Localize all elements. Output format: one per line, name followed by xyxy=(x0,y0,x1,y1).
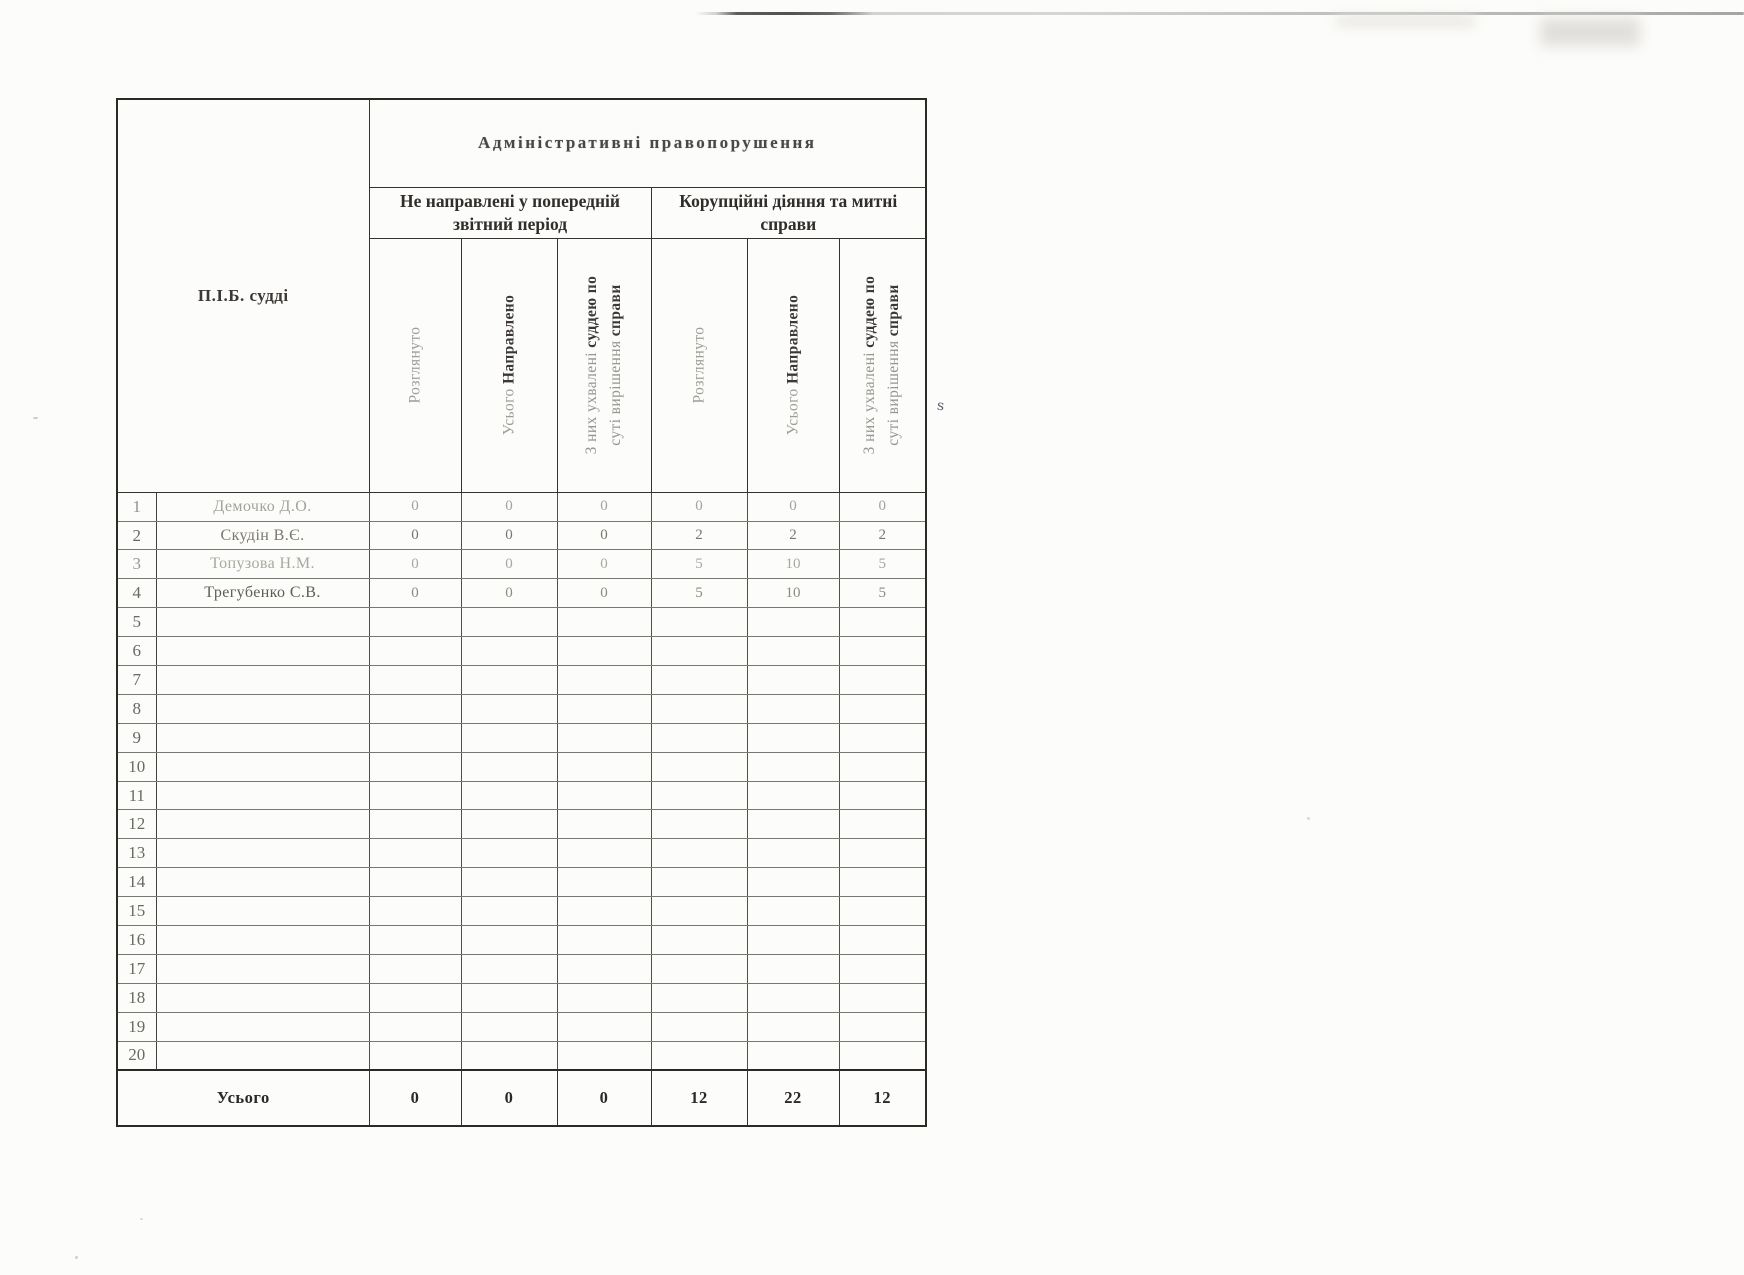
value-cell xyxy=(651,983,747,1012)
value-cell xyxy=(557,781,651,810)
column-header-total-sent-bold: Направлено xyxy=(500,294,518,385)
judges-statistics-table xyxy=(116,98,927,1127)
row-number-cell: 15 xyxy=(117,897,156,926)
judge-name-cell xyxy=(156,926,369,955)
value-cell xyxy=(747,1041,839,1070)
judge-name-cell xyxy=(156,1012,369,1041)
value-cell xyxy=(651,839,747,868)
table-row xyxy=(117,694,926,723)
value-cell xyxy=(369,868,461,897)
value-cell xyxy=(557,752,651,781)
value-cell xyxy=(839,637,926,666)
value-cell xyxy=(747,723,839,752)
value-cell xyxy=(461,694,557,723)
scan-line-artifact xyxy=(695,12,1744,15)
value-cell xyxy=(369,781,461,810)
total-value-cell: 0 xyxy=(461,1070,557,1126)
column-header-total-sent-bold: Направлено xyxy=(784,294,802,385)
value-cell xyxy=(369,608,461,637)
value-cell: 0 xyxy=(839,492,926,521)
value-cell: 5 xyxy=(651,550,747,579)
value-cell xyxy=(461,983,557,1012)
value-cell xyxy=(557,1012,651,1041)
column-header-adopted-line2-bold: справи xyxy=(607,284,625,337)
group-header-not-sent-previous-period: Не направлені у попередній звітний період xyxy=(369,187,651,238)
table-row xyxy=(117,521,926,550)
column-header-adopted-line1-prefix: З них ухвалені xyxy=(583,347,600,455)
value-cell xyxy=(651,666,747,695)
value-cell: 0 xyxy=(461,492,557,521)
value-cell xyxy=(557,897,651,926)
value-cell xyxy=(557,810,651,839)
value-cell xyxy=(369,666,461,695)
table-row xyxy=(117,550,926,579)
value-cell: 0 xyxy=(369,550,461,579)
value-cell xyxy=(747,810,839,839)
value-cell xyxy=(369,1041,461,1070)
value-cell: 0 xyxy=(747,492,839,521)
value-cell xyxy=(747,983,839,1012)
column-header-adopted-line2-prefix: суті вирішення xyxy=(885,336,903,446)
value-cell xyxy=(747,926,839,955)
value-cell xyxy=(747,781,839,810)
row-number-cell: 1 xyxy=(117,492,156,521)
value-cell xyxy=(557,608,651,637)
table-row xyxy=(117,1012,926,1041)
table-row xyxy=(117,492,926,521)
value-cell xyxy=(461,637,557,666)
ink-speck xyxy=(75,1256,78,1259)
table-row xyxy=(117,637,926,666)
value-cell: 5 xyxy=(839,550,926,579)
value-cell xyxy=(839,897,926,926)
ink-speck xyxy=(33,417,38,419)
value-cell xyxy=(747,694,839,723)
value-cell xyxy=(839,608,926,637)
value-cell xyxy=(651,694,747,723)
value-cell xyxy=(747,868,839,897)
row-number-cell: 17 xyxy=(117,954,156,983)
column-header-reviewed-label: Розглянуто xyxy=(690,326,708,404)
table-row xyxy=(117,666,926,695)
row-number-cell: 18 xyxy=(117,983,156,1012)
ink-speck xyxy=(1307,817,1310,820)
judge-name-cell xyxy=(156,637,369,666)
value-cell: 0 xyxy=(369,579,461,608)
value-cell xyxy=(461,781,557,810)
value-cell xyxy=(839,983,926,1012)
column-header-adopted-line2-bold: справи xyxy=(885,284,903,337)
value-cell xyxy=(747,637,839,666)
value-cell: 10 xyxy=(747,579,839,608)
value-cell xyxy=(369,983,461,1012)
value-cell xyxy=(747,1012,839,1041)
value-cell xyxy=(557,839,651,868)
value-cell: 0 xyxy=(557,579,651,608)
column-header-reviewed-label: Розглянуто xyxy=(406,326,424,404)
value-cell xyxy=(651,954,747,983)
row-number-cell: 12 xyxy=(117,810,156,839)
value-cell xyxy=(651,926,747,955)
judge-name-cell xyxy=(156,983,369,1012)
row-number-cell: 8 xyxy=(117,694,156,723)
total-value-cell: 0 xyxy=(369,1070,461,1126)
value-cell xyxy=(747,666,839,695)
column-header-adopted-line2-prefix: суті вирішення xyxy=(607,336,625,446)
value-cell xyxy=(369,839,461,868)
value-cell xyxy=(747,608,839,637)
value-cell xyxy=(651,723,747,752)
scan-smudge xyxy=(1336,15,1476,27)
judge-name-cell xyxy=(156,723,369,752)
header-administrative-offenses: Адміністративні правопорушення xyxy=(369,99,926,187)
value-cell xyxy=(839,926,926,955)
value-cell: 2 xyxy=(747,521,839,550)
table-row xyxy=(117,926,926,955)
value-cell: 5 xyxy=(839,579,926,608)
value-cell: 0 xyxy=(461,579,557,608)
table-row xyxy=(117,752,926,781)
judge-name-cell xyxy=(156,897,369,926)
judge-name-cell: Демочко Д.О. xyxy=(156,492,369,521)
value-cell xyxy=(557,694,651,723)
corner-header-judge-name: П.І.Б. судді xyxy=(117,99,369,492)
value-cell xyxy=(369,810,461,839)
row-number-cell: 10 xyxy=(117,752,156,781)
value-cell: 0 xyxy=(461,521,557,550)
value-cell xyxy=(461,897,557,926)
value-cell xyxy=(557,1041,651,1070)
judge-name-cell xyxy=(156,1041,369,1070)
table-row xyxy=(117,579,926,608)
value-cell: 0 xyxy=(651,492,747,521)
column-header-total-sent xyxy=(461,238,557,492)
column-header-adopted-line1-bold: суддею по xyxy=(583,275,600,348)
value-cell: 2 xyxy=(839,521,926,550)
table-row xyxy=(117,723,926,752)
judge-name-cell: Трегубенко С.В. xyxy=(156,579,369,608)
value-cell xyxy=(651,1041,747,1070)
column-header-total-sent-prefix: Усього xyxy=(784,384,802,436)
value-cell: 0 xyxy=(557,550,651,579)
column-header-adopted-by-judge xyxy=(557,238,651,492)
table-row xyxy=(117,868,926,897)
value-cell xyxy=(839,1041,926,1070)
value-cell xyxy=(461,868,557,897)
value-cell xyxy=(747,897,839,926)
judge-name-cell xyxy=(156,839,369,868)
table-row xyxy=(117,839,926,868)
row-number-cell: 14 xyxy=(117,868,156,897)
value-cell xyxy=(369,637,461,666)
value-cell: 10 xyxy=(747,550,839,579)
total-value-cell: 22 xyxy=(747,1070,839,1126)
value-cell xyxy=(369,1012,461,1041)
value-cell xyxy=(651,810,747,839)
judge-name-cell: Топузова Н.М. xyxy=(156,550,369,579)
judge-name-cell: Скудін В.Є. xyxy=(156,521,369,550)
row-number-cell: 5 xyxy=(117,608,156,637)
value-cell: 2 xyxy=(651,521,747,550)
row-number-cell: 2 xyxy=(117,521,156,550)
judge-name-cell xyxy=(156,810,369,839)
value-cell xyxy=(369,752,461,781)
row-number-cell: 6 xyxy=(117,637,156,666)
row-number-cell: 13 xyxy=(117,839,156,868)
row-number-cell: 4 xyxy=(117,579,156,608)
value-cell xyxy=(839,954,926,983)
value-cell xyxy=(557,983,651,1012)
value-cell xyxy=(461,752,557,781)
column-header-total-sent xyxy=(747,238,839,492)
value-cell xyxy=(461,1012,557,1041)
table-row xyxy=(117,897,926,926)
table-row xyxy=(117,810,926,839)
value-cell xyxy=(557,926,651,955)
value-cell xyxy=(651,637,747,666)
value-cell xyxy=(369,926,461,955)
value-cell xyxy=(651,1012,747,1041)
value-cell xyxy=(651,781,747,810)
value-cell xyxy=(557,637,651,666)
value-cell xyxy=(461,810,557,839)
value-cell xyxy=(747,954,839,983)
group-header-corruption-customs: Корупційні діяння та митні справи xyxy=(651,187,926,238)
table-row xyxy=(117,983,926,1012)
column-header-adopted-by-judge xyxy=(839,238,926,492)
table-row xyxy=(117,954,926,983)
judge-name-cell xyxy=(156,608,369,637)
value-cell xyxy=(651,752,747,781)
row-number-cell: 9 xyxy=(117,723,156,752)
value-cell xyxy=(747,752,839,781)
value-cell xyxy=(557,954,651,983)
value-cell xyxy=(369,954,461,983)
value-cell xyxy=(557,666,651,695)
row-number-cell: 11 xyxy=(117,781,156,810)
value-cell xyxy=(461,723,557,752)
value-cell xyxy=(839,752,926,781)
value-cell xyxy=(839,723,926,752)
value-cell xyxy=(839,666,926,695)
value-cell xyxy=(461,608,557,637)
value-cell xyxy=(369,897,461,926)
value-cell: 0 xyxy=(557,521,651,550)
value-cell xyxy=(651,897,747,926)
value-cell xyxy=(839,1012,926,1041)
ink-speck xyxy=(140,1218,143,1220)
column-header-reviewed xyxy=(369,238,461,492)
totals-label: Усього xyxy=(117,1070,369,1126)
value-cell xyxy=(461,666,557,695)
column-header-total-sent-prefix: Усього xyxy=(500,384,518,436)
total-value-cell: 12 xyxy=(651,1070,747,1126)
row-number-cell: 20 xyxy=(117,1041,156,1070)
value-cell: 0 xyxy=(369,492,461,521)
table-row xyxy=(117,1041,926,1070)
value-cell xyxy=(839,839,926,868)
judge-name-cell xyxy=(156,954,369,983)
stray-ink-mark: ѕ xyxy=(936,397,946,415)
scan-smudge xyxy=(1540,18,1640,46)
total-value-cell: 12 xyxy=(839,1070,926,1126)
value-cell xyxy=(651,608,747,637)
value-cell xyxy=(369,723,461,752)
value-cell xyxy=(839,810,926,839)
value-cell xyxy=(747,839,839,868)
value-cell xyxy=(461,926,557,955)
value-cell: 0 xyxy=(461,550,557,579)
value-cell xyxy=(557,868,651,897)
row-number-cell: 3 xyxy=(117,550,156,579)
judge-name-cell xyxy=(156,666,369,695)
judge-name-cell xyxy=(156,868,369,897)
column-header-adopted-line1-prefix: З них ухвалені xyxy=(861,347,879,455)
totals-row xyxy=(117,1070,926,1126)
value-cell: 0 xyxy=(369,521,461,550)
judge-name-cell xyxy=(156,781,369,810)
value-cell xyxy=(839,868,926,897)
value-cell: 5 xyxy=(651,579,747,608)
row-number-cell: 7 xyxy=(117,666,156,695)
value-cell: 0 xyxy=(557,492,651,521)
row-number-cell: 16 xyxy=(117,926,156,955)
value-cell xyxy=(461,1041,557,1070)
value-cell xyxy=(369,694,461,723)
row-number-cell: 19 xyxy=(117,1012,156,1041)
value-cell xyxy=(839,694,926,723)
value-cell xyxy=(839,781,926,810)
column-header-reviewed xyxy=(651,238,747,492)
value-cell xyxy=(651,868,747,897)
value-cell xyxy=(461,954,557,983)
total-value-cell: 0 xyxy=(557,1070,651,1126)
judge-name-cell xyxy=(156,694,369,723)
value-cell xyxy=(461,839,557,868)
table-row xyxy=(117,781,926,810)
value-cell xyxy=(557,723,651,752)
column-header-adopted-line1-bold: суддею по xyxy=(861,275,879,348)
table-row xyxy=(117,608,926,637)
judge-name-cell xyxy=(156,752,369,781)
